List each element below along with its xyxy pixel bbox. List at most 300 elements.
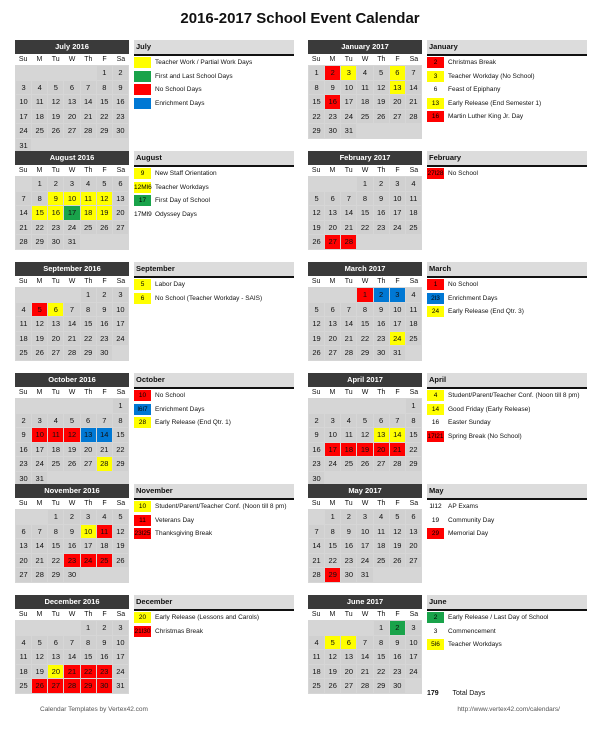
day-cell[interactable]: 12: [48, 95, 63, 109]
day-cell[interactable]: 26: [374, 110, 389, 124]
day-cell[interactable]: 8: [406, 414, 421, 428]
day-cell[interactable]: 14: [341, 206, 356, 220]
day-cell[interactable]: 20: [16, 554, 31, 568]
day-cell[interactable]: 21: [81, 110, 96, 124]
day-cell[interactable]: 26: [97, 221, 112, 235]
day-cell[interactable]: 30: [64, 568, 79, 582]
day-cell[interactable]: 22: [97, 110, 112, 124]
day-cell[interactable]: 24: [81, 554, 96, 568]
day-cell[interactable]: 3: [406, 621, 421, 635]
day-cell[interactable]: 29: [309, 124, 324, 138]
day-cell[interactable]: 7: [32, 525, 47, 539]
day-cell[interactable]: 2: [97, 288, 112, 302]
day-cell[interactable]: 15: [357, 206, 372, 220]
day-cell[interactable]: 4: [32, 81, 47, 95]
day-cell[interactable]: 10: [81, 525, 96, 539]
day-cell[interactable]: 30: [390, 679, 405, 693]
day-cell[interactable]: 11: [374, 525, 389, 539]
day-cell[interactable]: 28: [309, 568, 324, 582]
day-cell[interactable]: 26: [325, 679, 340, 693]
day-cell[interactable]: 14: [341, 317, 356, 331]
day-cell[interactable]: 13: [48, 650, 63, 664]
day-cell[interactable]: 11: [341, 428, 356, 442]
day-cell[interactable]: 9: [113, 81, 128, 95]
day-cell[interactable]: 20: [325, 221, 340, 235]
day-cell[interactable]: 12: [97, 192, 112, 206]
day-cell[interactable]: 27: [113, 221, 128, 235]
day-cell[interactable]: 25: [16, 679, 31, 693]
day-cell[interactable]: 8: [81, 636, 96, 650]
day-cell[interactable]: 22: [406, 443, 421, 457]
day-cell[interactable]: 19: [374, 95, 389, 109]
day-cell[interactable]: 27: [16, 568, 31, 582]
day-cell[interactable]: 22: [357, 221, 372, 235]
day-cell[interactable]: 15: [406, 428, 421, 442]
day-cell[interactable]: 8: [97, 81, 112, 95]
day-cell[interactable]: 9: [16, 428, 31, 442]
day-cell[interactable]: 22: [48, 554, 63, 568]
day-cell[interactable]: 14: [406, 81, 421, 95]
day-cell[interactable]: 12: [357, 428, 372, 442]
day-cell[interactable]: 11: [32, 95, 47, 109]
day-cell[interactable]: 18: [374, 539, 389, 553]
day-cell[interactable]: 17: [64, 206, 79, 220]
day-cell[interactable]: 5: [309, 303, 324, 317]
day-cell[interactable]: 13: [406, 525, 421, 539]
day-cell[interactable]: 11: [97, 525, 112, 539]
day-cell[interactable]: 13: [325, 317, 340, 331]
day-cell[interactable]: 27: [48, 679, 63, 693]
day-cell[interactable]: 27: [406, 554, 421, 568]
day-cell[interactable]: 28: [406, 110, 421, 124]
day-cell[interactable]: 28: [341, 235, 356, 249]
day-cell[interactable]: 1: [357, 288, 372, 302]
day-cell[interactable]: 23: [374, 332, 389, 346]
day-cell[interactable]: 18: [16, 332, 31, 346]
day-cell[interactable]: 7: [309, 525, 324, 539]
day-cell[interactable]: 18: [406, 206, 421, 220]
day-cell[interactable]: 25: [309, 679, 324, 693]
day-cell[interactable]: 15: [325, 539, 340, 553]
day-cell[interactable]: 15: [374, 650, 389, 664]
day-cell[interactable]: 3: [357, 510, 372, 524]
day-cell[interactable]: 22: [81, 665, 96, 679]
day-cell[interactable]: 6: [341, 636, 356, 650]
day-cell[interactable]: 7: [16, 192, 31, 206]
day-cell[interactable]: 17: [390, 206, 405, 220]
day-cell[interactable]: 17: [357, 539, 372, 553]
day-cell[interactable]: 26: [309, 346, 324, 360]
day-cell[interactable]: 28: [64, 679, 79, 693]
day-cell[interactable]: 19: [309, 221, 324, 235]
day-cell[interactable]: 20: [325, 332, 340, 346]
day-cell[interactable]: 15: [81, 317, 96, 331]
day-cell[interactable]: 25: [32, 124, 47, 138]
day-cell[interactable]: 6: [325, 192, 340, 206]
day-cell[interactable]: 28: [357, 679, 372, 693]
day-cell[interactable]: 3: [32, 414, 47, 428]
day-cell[interactable]: 10: [341, 81, 356, 95]
day-cell[interactable]: 3: [113, 621, 128, 635]
day-cell[interactable]: 19: [390, 539, 405, 553]
day-cell[interactable]: 15: [309, 95, 324, 109]
day-cell[interactable]: 25: [16, 346, 31, 360]
day-cell[interactable]: 27: [325, 346, 340, 360]
day-cell[interactable]: 8: [357, 303, 372, 317]
day-cell[interactable]: 14: [16, 206, 31, 220]
day-cell[interactable]: 21: [390, 443, 405, 457]
day-cell[interactable]: 13: [113, 192, 128, 206]
day-cell[interactable]: 6: [325, 303, 340, 317]
day-cell[interactable]: 27: [341, 679, 356, 693]
day-cell[interactable]: 7: [97, 414, 112, 428]
day-cell[interactable]: 2: [48, 177, 63, 191]
day-cell[interactable]: 18: [357, 95, 372, 109]
day-cell[interactable]: 13: [341, 650, 356, 664]
day-cell[interactable]: 24: [390, 221, 405, 235]
day-cell[interactable]: 13: [81, 428, 96, 442]
day-cell[interactable]: 26: [64, 457, 79, 471]
day-cell[interactable]: 31: [390, 346, 405, 360]
day-cell[interactable]: 1: [97, 66, 112, 80]
day-cell[interactable]: 16: [374, 317, 389, 331]
day-cell[interactable]: 4: [406, 288, 421, 302]
day-cell[interactable]: 17: [81, 539, 96, 553]
day-cell[interactable]: 16: [97, 650, 112, 664]
day-cell[interactable]: 29: [374, 679, 389, 693]
day-cell[interactable]: 20: [48, 665, 63, 679]
day-cell[interactable]: 9: [374, 303, 389, 317]
day-cell[interactable]: 26: [113, 554, 128, 568]
day-cell[interactable]: 14: [309, 539, 324, 553]
day-cell[interactable]: 6: [113, 177, 128, 191]
footer-url[interactable]: http://www.vertex42.com/calendars/: [457, 706, 560, 713]
day-cell[interactable]: 22: [81, 332, 96, 346]
day-cell[interactable]: 11: [81, 192, 96, 206]
day-cell[interactable]: 2: [325, 66, 340, 80]
day-cell[interactable]: 17: [325, 443, 340, 457]
day-cell[interactable]: 10: [325, 428, 340, 442]
day-cell[interactable]: 9: [341, 525, 356, 539]
day-cell[interactable]: 13: [390, 81, 405, 95]
day-cell[interactable]: 2: [113, 66, 128, 80]
day-cell[interactable]: 17: [341, 95, 356, 109]
day-cell[interactable]: 3: [390, 288, 405, 302]
day-cell[interactable]: 22: [325, 554, 340, 568]
day-cell[interactable]: 14: [32, 539, 47, 553]
day-cell[interactable]: 21: [16, 221, 31, 235]
day-cell[interactable]: 21: [64, 332, 79, 346]
day-cell[interactable]: 8: [325, 525, 340, 539]
day-cell[interactable]: 30: [113, 124, 128, 138]
day-cell[interactable]: 30: [374, 346, 389, 360]
day-cell[interactable]: 29: [32, 235, 47, 249]
day-cell[interactable]: 29: [357, 346, 372, 360]
day-cell[interactable]: 20: [341, 665, 356, 679]
day-cell[interactable]: 16: [48, 206, 63, 220]
day-cell[interactable]: 19: [309, 332, 324, 346]
day-cell[interactable]: 7: [341, 303, 356, 317]
day-cell[interactable]: 4: [48, 414, 63, 428]
day-cell[interactable]: 10: [113, 636, 128, 650]
day-cell[interactable]: 12: [390, 525, 405, 539]
day-cell[interactable]: 23: [341, 554, 356, 568]
day-cell[interactable]: 19: [357, 443, 372, 457]
day-cell[interactable]: 17: [390, 317, 405, 331]
day-cell[interactable]: 4: [341, 414, 356, 428]
day-cell[interactable]: 12: [32, 317, 47, 331]
day-cell[interactable]: 27: [48, 346, 63, 360]
day-cell[interactable]: 31: [64, 235, 79, 249]
day-cell[interactable]: 25: [48, 457, 63, 471]
day-cell[interactable]: 17: [113, 650, 128, 664]
day-cell[interactable]: 24: [16, 124, 31, 138]
day-cell[interactable]: 21: [32, 554, 47, 568]
day-cell[interactable]: 1: [32, 177, 47, 191]
day-cell[interactable]: 30: [16, 472, 31, 486]
day-cell[interactable]: 25: [341, 457, 356, 471]
day-cell[interactable]: 14: [390, 428, 405, 442]
day-cell[interactable]: 10: [406, 636, 421, 650]
day-cell[interactable]: 4: [16, 636, 31, 650]
day-cell[interactable]: 29: [97, 124, 112, 138]
day-cell[interactable]: 29: [325, 568, 340, 582]
day-cell[interactable]: 20: [374, 443, 389, 457]
day-cell[interactable]: 29: [113, 457, 128, 471]
day-cell[interactable]: 16: [325, 95, 340, 109]
day-cell[interactable]: 8: [48, 525, 63, 539]
day-cell[interactable]: 9: [48, 192, 63, 206]
day-cell[interactable]: 16: [113, 95, 128, 109]
day-cell[interactable]: 21: [357, 665, 372, 679]
day-cell[interactable]: 10: [16, 95, 31, 109]
day-cell[interactable]: 27: [374, 457, 389, 471]
day-cell[interactable]: 19: [64, 443, 79, 457]
day-cell[interactable]: 8: [113, 414, 128, 428]
day-cell[interactable]: 15: [113, 428, 128, 442]
day-cell[interactable]: 25: [374, 554, 389, 568]
day-cell[interactable]: 27: [64, 124, 79, 138]
day-cell[interactable]: 5: [64, 414, 79, 428]
day-cell[interactable]: 13: [325, 206, 340, 220]
day-cell[interactable]: 20: [81, 443, 96, 457]
day-cell[interactable]: 4: [16, 303, 31, 317]
day-cell[interactable]: 12: [309, 317, 324, 331]
day-cell[interactable]: 25: [357, 110, 372, 124]
day-cell[interactable]: 18: [97, 539, 112, 553]
day-cell[interactable]: 28: [390, 457, 405, 471]
day-cell[interactable]: 13: [64, 95, 79, 109]
day-cell[interactable]: 1: [325, 510, 340, 524]
day-cell[interactable]: 16: [64, 539, 79, 553]
day-cell[interactable]: 19: [325, 665, 340, 679]
day-cell[interactable]: 6: [81, 414, 96, 428]
day-cell[interactable]: 1: [81, 288, 96, 302]
day-cell[interactable]: 22: [32, 221, 47, 235]
day-cell[interactable]: 26: [309, 235, 324, 249]
day-cell[interactable]: 12: [374, 81, 389, 95]
day-cell[interactable]: 12: [325, 650, 340, 664]
day-cell[interactable]: 5: [32, 303, 47, 317]
day-cell[interactable]: 8: [357, 192, 372, 206]
day-cell[interactable]: 25: [97, 554, 112, 568]
day-cell[interactable]: 19: [113, 539, 128, 553]
day-cell[interactable]: 28: [341, 346, 356, 360]
day-cell[interactable]: 23: [390, 665, 405, 679]
day-cell[interactable]: 11: [406, 303, 421, 317]
day-cell[interactable]: 31: [357, 568, 372, 582]
day-cell[interactable]: 23: [325, 110, 340, 124]
day-cell[interactable]: 5: [32, 636, 47, 650]
day-cell[interactable]: 24: [32, 457, 47, 471]
day-cell[interactable]: 18: [309, 665, 324, 679]
day-cell[interactable]: 23: [48, 221, 63, 235]
day-cell[interactable]: 21: [341, 332, 356, 346]
day-cell[interactable]: 14: [64, 650, 79, 664]
day-cell[interactable]: 2: [309, 414, 324, 428]
day-cell[interactable]: 3: [341, 66, 356, 80]
day-cell[interactable]: 8: [309, 81, 324, 95]
day-cell[interactable]: 24: [325, 457, 340, 471]
day-cell[interactable]: 5: [374, 66, 389, 80]
day-cell[interactable]: 8: [32, 192, 47, 206]
day-cell[interactable]: 6: [48, 303, 63, 317]
day-cell[interactable]: 30: [97, 679, 112, 693]
day-cell[interactable]: 11: [16, 650, 31, 664]
day-cell[interactable]: 28: [97, 457, 112, 471]
day-cell[interactable]: 5: [97, 177, 112, 191]
day-cell[interactable]: 7: [341, 192, 356, 206]
day-cell[interactable]: 12: [309, 206, 324, 220]
day-cell[interactable]: 28: [64, 346, 79, 360]
day-cell[interactable]: 10: [390, 303, 405, 317]
day-cell[interactable]: 26: [48, 124, 63, 138]
day-cell[interactable]: 15: [97, 95, 112, 109]
day-cell[interactable]: 17: [113, 317, 128, 331]
day-cell[interactable]: 3: [390, 177, 405, 191]
day-cell[interactable]: 16: [97, 317, 112, 331]
day-cell[interactable]: 14: [64, 317, 79, 331]
day-cell[interactable]: 26: [357, 457, 372, 471]
day-cell[interactable]: 12: [64, 428, 79, 442]
day-cell[interactable]: 6: [374, 414, 389, 428]
day-cell[interactable]: 6: [16, 525, 31, 539]
day-cell[interactable]: 10: [357, 525, 372, 539]
day-cell[interactable]: 9: [374, 192, 389, 206]
day-cell[interactable]: 1: [81, 621, 96, 635]
day-cell[interactable]: 24: [406, 665, 421, 679]
day-cell[interactable]: 19: [32, 332, 47, 346]
day-cell[interactable]: 5: [357, 414, 372, 428]
day-cell[interactable]: 13: [16, 539, 31, 553]
day-cell[interactable]: 28: [81, 124, 96, 138]
day-cell[interactable]: 2: [390, 621, 405, 635]
day-cell[interactable]: 23: [113, 110, 128, 124]
day-cell[interactable]: 7: [81, 81, 96, 95]
day-cell[interactable]: 9: [64, 525, 79, 539]
day-cell[interactable]: 1: [48, 510, 63, 524]
day-cell[interactable]: 23: [309, 457, 324, 471]
day-cell[interactable]: 5: [390, 510, 405, 524]
day-cell[interactable]: 16: [374, 206, 389, 220]
day-cell[interactable]: 30: [97, 346, 112, 360]
day-cell[interactable]: 17: [32, 443, 47, 457]
day-cell[interactable]: 3: [325, 414, 340, 428]
day-cell[interactable]: 16: [341, 539, 356, 553]
day-cell[interactable]: 5: [325, 636, 340, 650]
day-cell[interactable]: 22: [374, 665, 389, 679]
day-cell[interactable]: 6: [48, 636, 63, 650]
day-cell[interactable]: 3: [64, 177, 79, 191]
day-cell[interactable]: 2: [341, 510, 356, 524]
day-cell[interactable]: 23: [374, 221, 389, 235]
day-cell[interactable]: 21: [309, 554, 324, 568]
day-cell[interactable]: 16: [16, 443, 31, 457]
day-cell[interactable]: 1: [406, 399, 421, 413]
day-cell[interactable]: 19: [32, 665, 47, 679]
day-cell[interactable]: 20: [113, 206, 128, 220]
day-cell[interactable]: 10: [113, 303, 128, 317]
day-cell[interactable]: 4: [406, 177, 421, 191]
day-cell[interactable]: 14: [81, 95, 96, 109]
day-cell[interactable]: 16: [390, 650, 405, 664]
day-cell[interactable]: 19: [97, 206, 112, 220]
day-cell[interactable]: 24: [357, 554, 372, 568]
day-cell[interactable]: 6: [64, 81, 79, 95]
day-cell[interactable]: 4: [357, 66, 372, 80]
day-cell[interactable]: 31: [113, 679, 128, 693]
day-cell[interactable]: 25: [406, 332, 421, 346]
day-cell[interactable]: 21: [406, 95, 421, 109]
day-cell[interactable]: 25: [406, 221, 421, 235]
day-cell[interactable]: 2: [16, 414, 31, 428]
day-cell[interactable]: 24: [64, 221, 79, 235]
day-cell[interactable]: 11: [16, 317, 31, 331]
day-cell[interactable]: 14: [97, 428, 112, 442]
day-cell[interactable]: 6: [406, 510, 421, 524]
day-cell[interactable]: 2: [97, 621, 112, 635]
day-cell[interactable]: 24: [341, 110, 356, 124]
day-cell[interactable]: 29: [81, 679, 96, 693]
day-cell[interactable]: 18: [81, 206, 96, 220]
day-cell[interactable]: 2: [64, 510, 79, 524]
day-cell[interactable]: 18: [341, 443, 356, 457]
day-cell[interactable]: 5: [309, 192, 324, 206]
day-cell[interactable]: 20: [390, 95, 405, 109]
day-cell[interactable]: 30: [325, 124, 340, 138]
day-cell[interactable]: 10: [390, 192, 405, 206]
day-cell[interactable]: 20: [48, 332, 63, 346]
day-cell[interactable]: 26: [32, 679, 47, 693]
day-cell[interactable]: 15: [48, 539, 63, 553]
day-cell[interactable]: 29: [48, 568, 63, 582]
day-cell[interactable]: 2: [374, 288, 389, 302]
day-cell[interactable]: 18: [16, 665, 31, 679]
day-cell[interactable]: 30: [341, 568, 356, 582]
day-cell[interactable]: 25: [81, 221, 96, 235]
day-cell[interactable]: 14: [357, 650, 372, 664]
day-cell[interactable]: 20: [64, 110, 79, 124]
day-cell[interactable]: 12: [113, 525, 128, 539]
day-cell[interactable]: 30: [48, 235, 63, 249]
day-cell[interactable]: 9: [97, 636, 112, 650]
day-cell[interactable]: 31: [16, 139, 31, 153]
day-cell[interactable]: 28: [32, 568, 47, 582]
day-cell[interactable]: 18: [406, 317, 421, 331]
day-cell[interactable]: 26: [390, 554, 405, 568]
day-cell[interactable]: 15: [81, 650, 96, 664]
day-cell[interactable]: 9: [390, 636, 405, 650]
